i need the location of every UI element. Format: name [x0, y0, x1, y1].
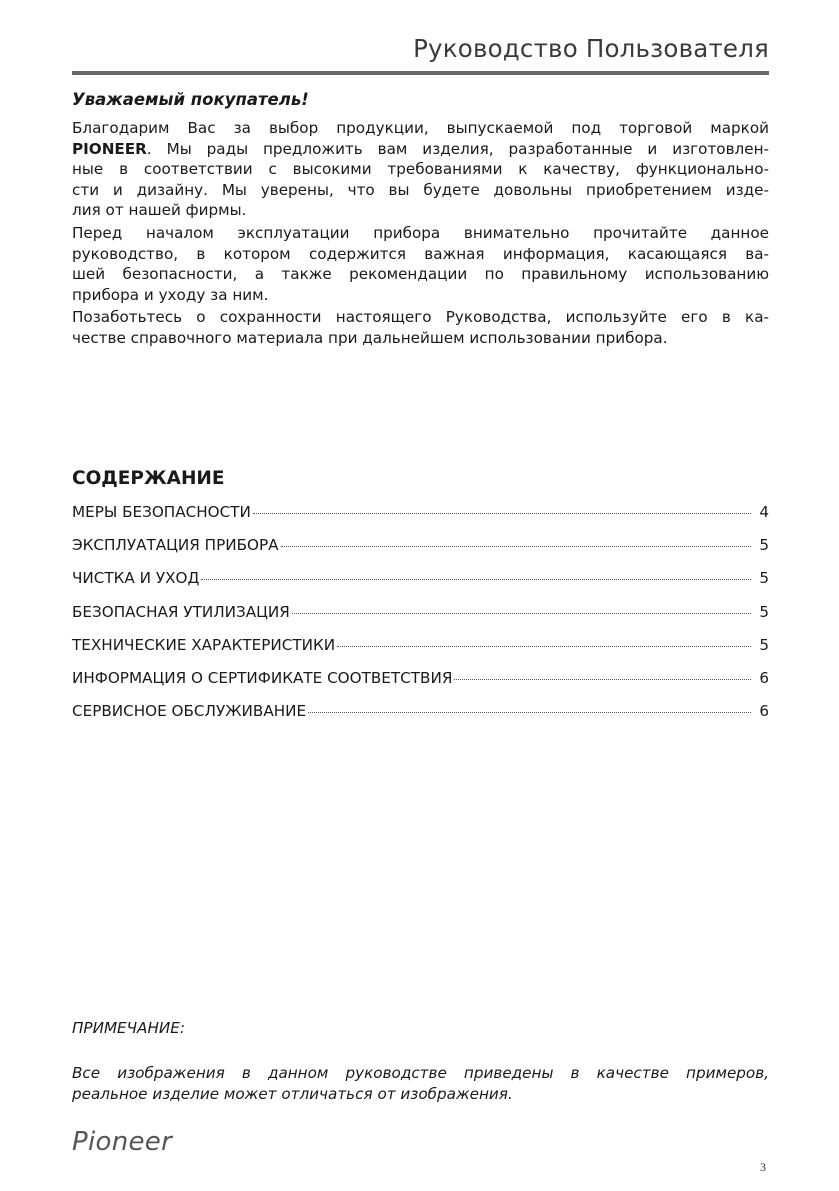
greeting-heading: Уважаемый покупатель!	[72, 90, 309, 109]
intro-paragraph-1	[72, 118, 769, 221]
text-line: ные в соответствии с высокими требованиями к качеству, функционально-	[72, 160, 769, 178]
toc-item-title: ТЕХНИЧЕСКИЕ ХАРАКТЕРИСТИКИ	[72, 635, 336, 654]
toc-item-title: ИНФОРМАЦИЯ О СЕРТИФИКАТЕ СООТВЕТСТВИЯ	[72, 668, 453, 687]
toc-item-title: БЕЗОПАСНАЯ УТИЛИЗАЦИЯ	[72, 602, 290, 621]
toc-item-page: 5	[759, 569, 769, 588]
toc-item-page: 5	[759, 536, 769, 555]
toc-item-title: ЧИСТКА И УХОД	[72, 569, 200, 588]
toc-leader	[308, 712, 751, 713]
header-divider	[72, 71, 769, 75]
text-line: Позаботьтесь о сохранности настоящего Руководства, используйте его в ка-	[72, 308, 769, 326]
toc-leader	[454, 679, 751, 680]
text-line: лия от нашей фирмы.	[72, 201, 247, 219]
document-title: Руководство Пользователя	[413, 34, 769, 63]
note-text	[72, 1063, 769, 1104]
toc-item-safety[interactable]	[72, 503, 769, 536]
toc-leader	[292, 613, 751, 614]
text-line: шей безопасности, а также рекомендации по правильному использованию	[72, 265, 769, 283]
toc-item-page: 5	[759, 602, 769, 621]
text-line: Перед началом эксплуатации прибора внимательно прочитайте данное	[72, 224, 769, 242]
intro-paragraph-3	[72, 307, 769, 348]
text-line	[72, 139, 769, 160]
toc-item-service[interactable]	[72, 702, 769, 735]
toc-item-certificate[interactable]	[72, 669, 769, 702]
brand-name: PIONEER	[72, 139, 147, 158]
toc-item-page: 6	[759, 668, 769, 687]
toc-item-page: 5	[759, 635, 769, 654]
toc-leader	[281, 546, 751, 547]
toc-item-operation[interactable]	[72, 536, 769, 569]
intro-paragraph-2	[72, 223, 769, 305]
toc-item-title: МЕРЫ БЕЗОПАСНОСТИ	[72, 503, 251, 521]
note-label: ПРИМЕЧАНИЕ:	[72, 1019, 185, 1037]
toc-item-title: СЕРВИСНОЕ ОБСЛУЖИВАНИЕ	[72, 702, 307, 721]
text-line: Все изображения в данном руководстве приведены в качестве примеров,	[72, 1064, 769, 1082]
text-line: честве справочного материала при дальнейшем использовании прибора.	[72, 328, 668, 347]
toc-item-disposal[interactable]	[72, 603, 769, 636]
text-line: прибора и уходу за ним.	[72, 285, 269, 304]
toc-item-page: 4	[759, 503, 769, 521]
toc-item-cleaning[interactable]	[72, 569, 769, 602]
text-line: Благодарим Вас за выбор продукции, выпускаемой под торговой маркой	[72, 119, 769, 137]
table-of-contents	[72, 503, 769, 735]
text-line: сти и дизайну. Мы уверены, что вы будете довольны приобретением изде-	[72, 180, 769, 199]
text-line: реальное изделие может отличаться от изображения.	[72, 1084, 513, 1103]
toc-heading: СОДЕРЖАНИЕ	[72, 468, 225, 489]
toc-leader	[253, 513, 751, 514]
toc-leader	[201, 579, 751, 580]
text-line: руководство, в котором содержится важная информация, касающаяся ва-	[72, 244, 769, 263]
toc-item-title: ЭКСПЛУАТАЦИЯ ПРИБОРА	[72, 536, 279, 555]
text-fragment: . Мы рады предложить вам изделия, разработанные и изготовлен-	[146, 139, 769, 158]
pioneer-logo: Pioneer	[72, 1127, 173, 1157]
page-number: 3	[760, 1160, 766, 1174]
toc-item-page: 6	[759, 702, 769, 721]
toc-leader	[337, 646, 751, 647]
toc-item-specifications[interactable]	[72, 636, 769, 669]
